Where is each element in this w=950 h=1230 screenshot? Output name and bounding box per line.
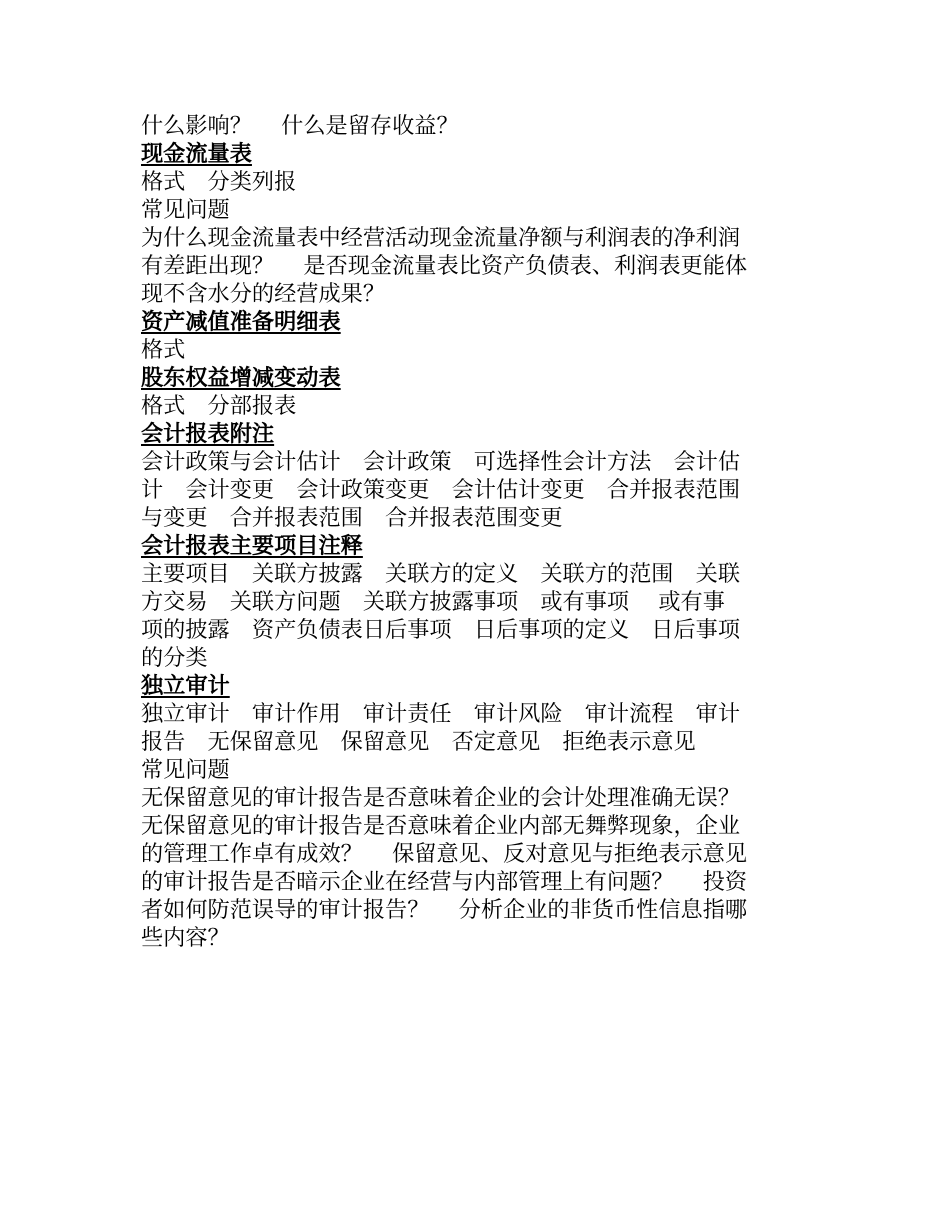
section-heading-independent-audit: 独立审计 — [141, 673, 230, 699]
section-heading-impairment: 资产减值准备明细表 — [141, 309, 341, 335]
document-page — [141, 112, 813, 952]
section-line: 者如何防范误导的审计报告？ 分析企业的非货币性信息指哪 — [141, 897, 748, 923]
section-line: 现不含水分的经营成果？ — [141, 281, 386, 307]
section-line: 无保留意见的审计报告是否意味着企业的会计处理准确无误？ — [141, 785, 741, 811]
section-heading-notes: 会计报表附注 — [141, 421, 275, 447]
section-line: 独立审计 审计作用 审计责任 审计风险 审计流程 审计 — [141, 701, 741, 727]
section-line: 些内容？ — [141, 925, 230, 951]
section-line: 与变更 合并报表范围 合并报表范围变更 — [141, 505, 563, 531]
section-line: 计 会计变更 会计政策变更 会计估计变更 合并报表范围 — [141, 477, 741, 503]
section-line: 报告 无保留意见 保留意见 否定意见 拒绝表示意见 — [141, 729, 696, 755]
section-line: 常见问题 — [141, 197, 230, 223]
section-heading-cash-flow: 现金流量表 — [141, 141, 252, 167]
section-line: 方交易 关联方问题 关联方披露事项 或有事项 或有事 — [141, 589, 725, 615]
section-line: 为什么现金流量表中经营活动现金流量净额与利润表的净利润 — [141, 225, 741, 251]
section-line: 无保留意见的审计报告是否意味着企业内部无舞弊现象，企业 — [141, 813, 741, 839]
section-line: 项的披露 资产负债表日后事项 日后事项的定义 日后事项 — [141, 617, 741, 643]
section-line: 会计政策与会计估计 会计政策 可选择性会计方法 会计估 — [141, 449, 741, 475]
section-line: 格式 — [141, 337, 186, 363]
section-line: 有差距出现？ 是否现金流量表比资产负债表、利润表更能体 — [141, 253, 748, 279]
section-line: 格式 分类列报 — [141, 169, 297, 195]
section-heading-item-notes: 会计报表主要项目注释 — [141, 533, 363, 559]
section-heading-equity-changes: 股东权益增减变动表 — [141, 365, 341, 391]
intro-line: 什么影响？ 什么是留存收益？ — [141, 113, 459, 139]
section-line: 常见问题 — [141, 757, 230, 783]
section-line: 的分类 — [141, 645, 208, 671]
section-line: 的审计报告是否暗示企业在经营与内部管理上有问题？ 投资 — [141, 869, 748, 895]
section-line: 主要项目 关联方披露 关联方的定义 关联方的范围 关联 — [141, 561, 741, 587]
section-line: 的管理工作卓有成效？ 保留意见、反对意见与拒绝表示意见 — [141, 841, 748, 867]
section-line: 格式 分部报表 — [141, 393, 297, 419]
